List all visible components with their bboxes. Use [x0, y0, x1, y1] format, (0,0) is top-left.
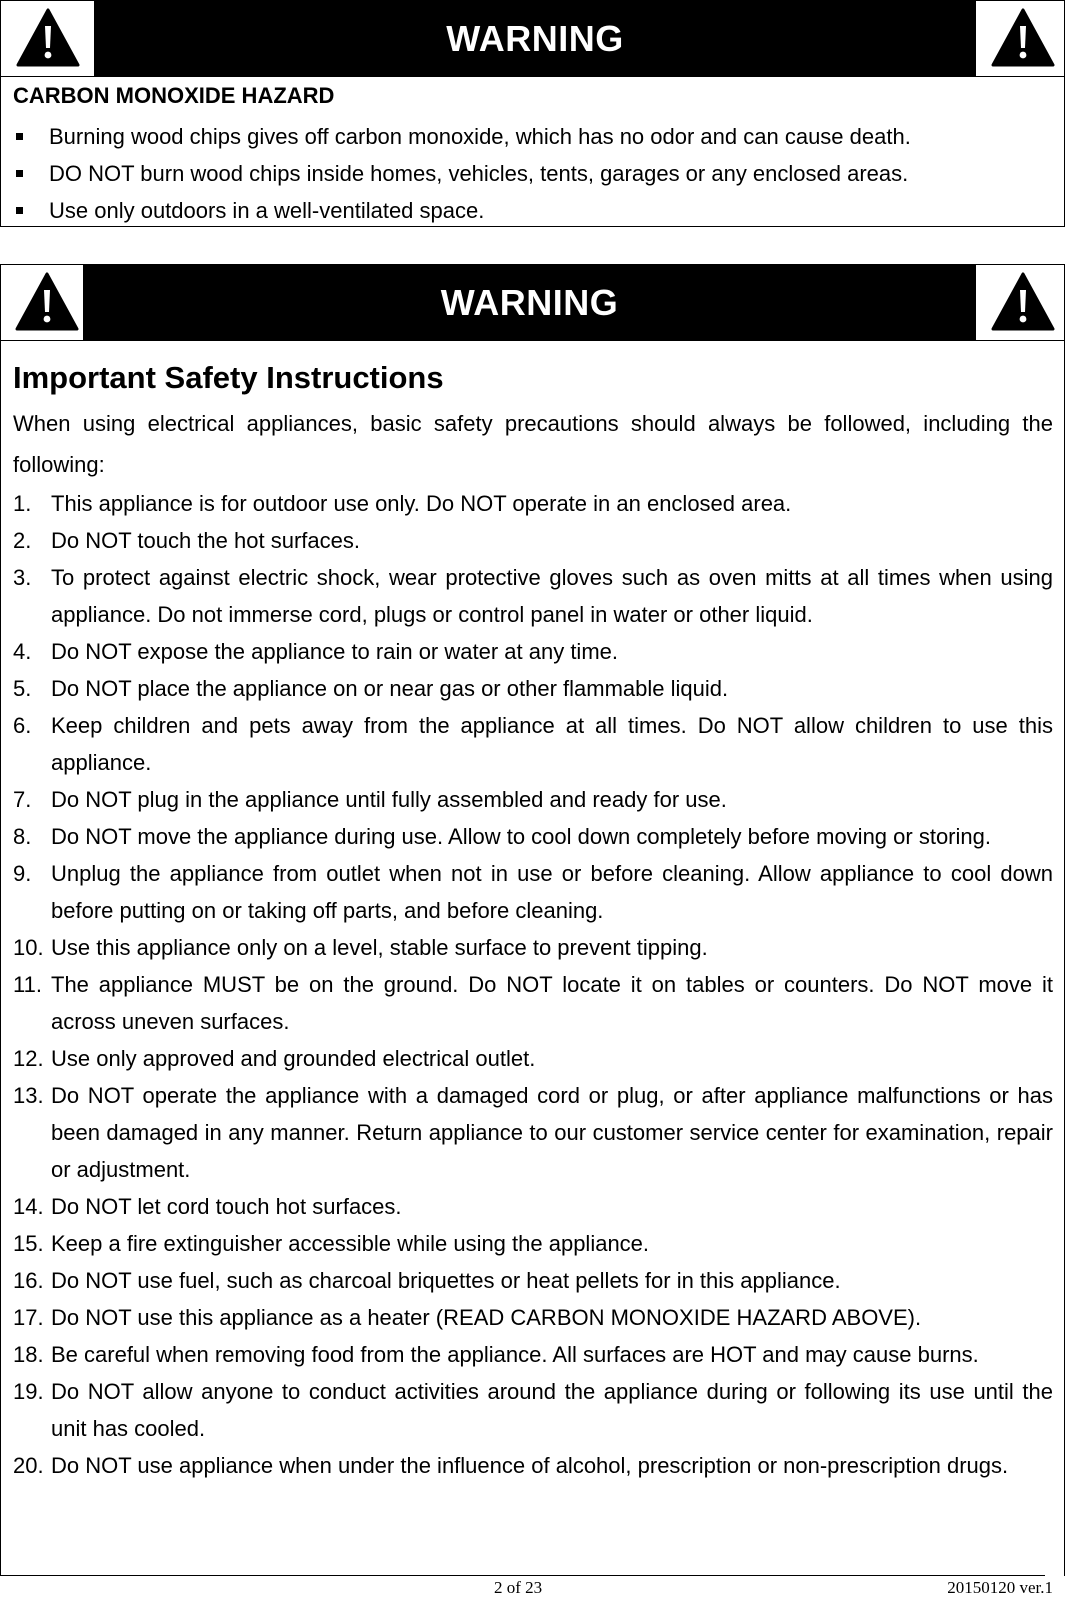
- item-number: 18.: [13, 1342, 44, 1367]
- item-text: Unplug the appliance from outlet when not in use or before cleaning. Allow appliance to cool down before putting on or taking off parts, and before cleaning.: [51, 861, 1053, 923]
- square-bullet-icon: [16, 133, 23, 140]
- item-number: 11.: [13, 972, 42, 997]
- hazard-bullet-list: [13, 118, 1053, 229]
- hazard-title: CARBON MONOXIDE HAZARD: [13, 83, 335, 108]
- item-number: 3.: [13, 565, 32, 590]
- item-text: Keep a fire extinguisher accessible while using the appliance.: [51, 1231, 650, 1256]
- list-item: [13, 707, 1053, 781]
- item-number: 6.: [13, 713, 32, 738]
- list-item: [13, 1040, 1053, 1077]
- bullet-text: Burning wood chips gives off carbon monoxide, which has no odor and can cause death.: [49, 123, 911, 149]
- bullet-text: Use only outdoors in a well-ventilated space.: [49, 197, 485, 223]
- item-number: 1.: [13, 491, 32, 516]
- warning-triangle-icon: [991, 8, 1055, 68]
- list-item: [13, 522, 1053, 559]
- list-item: [13, 155, 1053, 192]
- warning-header: [1, 265, 1064, 341]
- item-number: 10.: [13, 935, 44, 960]
- list-item: [13, 1225, 1053, 1262]
- item-text: Do NOT touch the hot surfaces.: [51, 528, 360, 553]
- item-text: Do NOT place the appliance on or near gas or other flammable liquid.: [51, 676, 729, 701]
- list-item: [13, 192, 1053, 229]
- item-number: 4.: [13, 639, 32, 664]
- item-number: 17.: [13, 1305, 44, 1330]
- carbon-monoxide-warning-box: [0, 0, 1065, 227]
- list-item: [13, 1262, 1053, 1299]
- list-item: [13, 855, 1053, 929]
- item-text: This appliance is for outdoor use only. Do NOT operate in an enclosed area.: [51, 491, 792, 516]
- item-text: To protect against electric shock, wear protective gloves such as oven mitts at all times when using appliance. Do not immerse cord, plugs or control panel in water or other liquid.: [51, 565, 1053, 627]
- item-number: 20.: [13, 1453, 44, 1478]
- item-text: Do NOT plug in the appliance until fully assembled and ready for use.: [51, 787, 727, 812]
- item-number: 19.: [13, 1379, 44, 1404]
- item-text: The appliance MUST be on the ground. Do NOT locate it on tables or counters. Do NOT move it across uneven surfaces.: [51, 972, 1053, 1034]
- warning-triangle-icon: [15, 272, 79, 332]
- safety-instructions-box: [0, 264, 1065, 1576]
- item-number: 15.: [13, 1231, 44, 1256]
- list-item: [13, 1299, 1053, 1336]
- item-text: Do NOT use appliance when under the influence of alcohol, prescription or non-prescription drugs.: [51, 1453, 1009, 1478]
- item-text: Use only approved and grounded electrical outlet.: [51, 1046, 536, 1071]
- list-item: [13, 818, 1053, 855]
- item-text: Use this appliance only on a level, stable surface to prevent tipping.: [51, 935, 708, 960]
- list-item: [13, 781, 1053, 818]
- item-number: 14.: [13, 1194, 44, 1219]
- item-text: Do NOT allow anyone to conduct activities around the appliance during or following its use until the unit has cooled.: [51, 1379, 1053, 1441]
- item-number: 5.: [13, 676, 32, 701]
- list-item: [13, 929, 1053, 966]
- safety-content: [13, 353, 1053, 1484]
- page-number: 2 of 23: [494, 1578, 543, 1597]
- square-bullet-icon: [16, 170, 23, 177]
- list-item: [13, 670, 1053, 707]
- item-text: Do NOT use this appliance as a heater (READ CARBON MONOXIDE HAZARD ABOVE).: [51, 1305, 922, 1330]
- item-number: 2.: [13, 528, 32, 553]
- page-footer: [0, 1578, 1065, 1598]
- footer-divider: [0, 1575, 1045, 1576]
- item-number: 12.: [13, 1046, 44, 1071]
- list-item: [13, 485, 1053, 522]
- list-item: [13, 966, 1053, 1040]
- intro-paragraph: When using electrical appliances, basic safety precautions should always be followed, including the following:: [13, 411, 1053, 477]
- list-item: [13, 1077, 1053, 1188]
- item-number: 7.: [13, 787, 32, 812]
- item-text: Do NOT move the appliance during use. Allow to cool down completely before moving or storing.: [51, 824, 991, 849]
- warning-triangle-icon: [991, 272, 1055, 332]
- warning-header: [1, 1, 1064, 77]
- section-heading: Important Safety Instructions: [13, 360, 444, 395]
- item-number: 9.: [13, 861, 32, 886]
- list-item: [13, 1188, 1053, 1225]
- warning-label: WARNING: [94, 1, 976, 76]
- warning-label: WARNING: [83, 265, 976, 340]
- list-item: [13, 559, 1053, 633]
- item-number: 8.: [13, 824, 32, 849]
- item-text: Do NOT use fuel, such as charcoal briquettes or heat pellets for in this appliance.: [51, 1268, 841, 1293]
- list-item: [13, 1373, 1053, 1447]
- list-item: [13, 118, 1053, 155]
- bullet-text: DO NOT burn wood chips inside homes, vehicles, tents, garages or any enclosed areas.: [49, 160, 909, 186]
- item-text: Do NOT let cord touch hot surfaces.: [51, 1194, 402, 1219]
- document-version: 20150120 ver.1: [947, 1578, 1053, 1597]
- item-text: Do NOT operate the appliance with a damaged cord or plug, or after appliance malfunctions or has been damaged in any manner. Return appliance to our customer service center for examination, repair or adjustment.: [51, 1083, 1053, 1182]
- list-item: [13, 1447, 1053, 1484]
- list-item: [13, 633, 1053, 670]
- item-text: Do NOT expose the appliance to rain or water at any time.: [51, 639, 618, 664]
- warning-triangle-icon: [16, 8, 80, 68]
- list-item: [13, 1336, 1053, 1373]
- item-number: 13.: [13, 1083, 44, 1108]
- square-bullet-icon: [16, 207, 23, 214]
- item-number: 16.: [13, 1268, 44, 1293]
- item-text: Keep children and pets away from the appliance at all times. Do NOT allow children to use this appliance.: [51, 713, 1053, 775]
- item-text: Be careful when removing food from the appliance. All surfaces are HOT and may cause burns.: [51, 1342, 979, 1367]
- instruction-list: [13, 485, 1053, 1484]
